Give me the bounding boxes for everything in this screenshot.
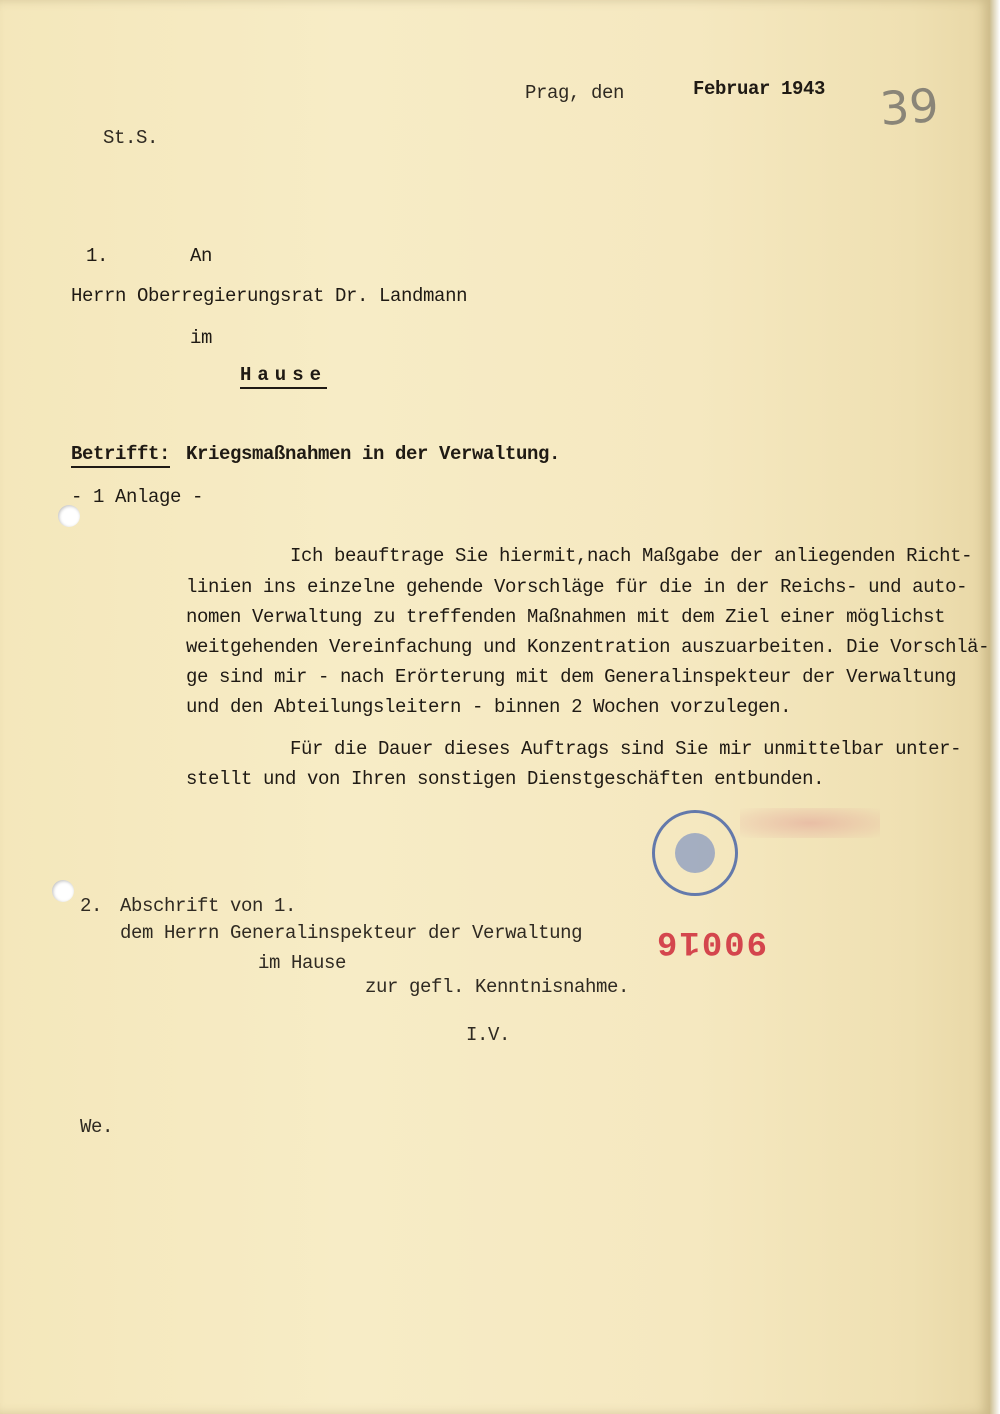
red-number-stamp: 90016	[655, 922, 768, 960]
body-line: nomen Verwaltung zu treffenden Maßnahmen mit dem Ziel einer möglichst	[186, 606, 946, 628]
body-line: weitgehenden Vereinfachung und Konzentration auszuarbeiten. Die Vorschlä-	[186, 636, 990, 658]
body-line: Ich beauftrage Sie hiermit,nach Maßgabe der anliegenden Richt-	[290, 545, 973, 567]
copy-line-1: Abschrift von 1.	[120, 895, 297, 917]
punch-hole-bottom	[52, 880, 74, 902]
enclosure-note: - 1 Anlage -	[71, 486, 204, 508]
signature-ivv: I.V.	[466, 1024, 511, 1046]
body-line: stellt und von Ihren sonstigen Dienstgeschäften entbunden.	[186, 768, 825, 790]
sender-abbreviation: St.S.	[103, 127, 159, 149]
punch-hole-top	[58, 505, 80, 527]
item-number-2: 2.	[80, 895, 103, 917]
copy-line-3: im Hause	[258, 952, 347, 974]
place-date-label: Prag, den	[525, 82, 625, 104]
subject-text: Kriegsmaßnahmen in der Verwaltung.	[186, 443, 561, 465]
page-edge	[990, 0, 1000, 1414]
faint-red-mark	[740, 808, 880, 838]
body-line: ge sind mir - nach Erörterung mit dem Generalinspekteur der Verwaltung	[186, 666, 957, 688]
body-line: und den Abteilungsleitern - binnen 2 Wochen vorzulegen.	[186, 696, 792, 718]
address-house: Hause	[240, 364, 327, 389]
body-line: Für die Dauer dieses Auftrags sind Sie mir unmittelbar unter-	[290, 738, 962, 760]
body-line: linien ins einzelne gehende Vorschläge für die in der Reichs- und auto-	[186, 576, 968, 598]
recipient: Herrn Oberregierungsrat Dr. Landmann	[71, 285, 468, 307]
footer-initials: We.	[80, 1116, 114, 1138]
copy-line-2: dem Herrn Generalinspekteur der Verwaltung	[120, 922, 583, 944]
copy-line-4: zur gefl. Kenntnisnahme.	[365, 976, 630, 998]
address-in: im	[190, 327, 213, 349]
office-seal-stamp	[652, 810, 738, 896]
pencil-page-number: 39	[878, 78, 941, 136]
date: Februar 1943	[693, 78, 826, 100]
address-to: An	[190, 245, 213, 267]
subject-label: Betrifft:	[71, 443, 170, 468]
item-number-1: 1.	[86, 245, 109, 267]
